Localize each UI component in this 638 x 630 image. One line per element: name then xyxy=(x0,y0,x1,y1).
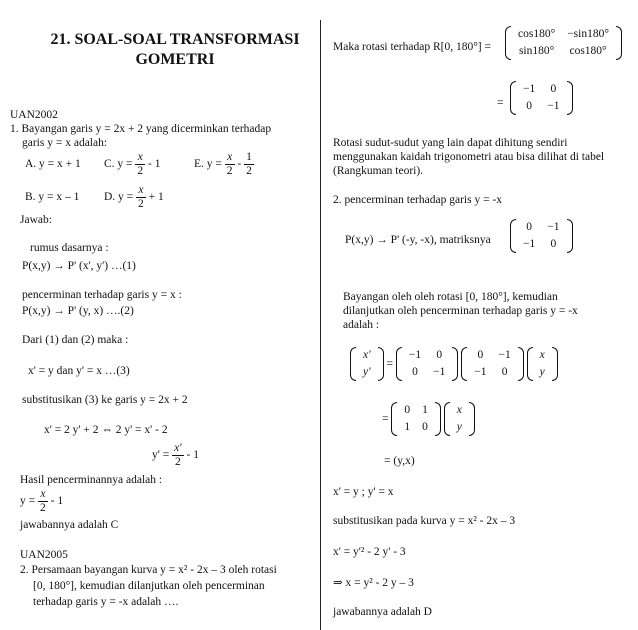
denominator: 2 xyxy=(246,164,252,177)
cell: sin180° xyxy=(518,45,555,57)
cell: 0 xyxy=(526,100,532,112)
rotation-value-bracket xyxy=(510,81,573,115)
question-2-line-1: 2. Persamaan bayangan kurva y = x² - 2x – 3 oleh rotasi xyxy=(20,564,277,576)
cell: 1 xyxy=(404,421,411,434)
question-1-line-1: 1. Bayangan garis y = 2x + 2 yang dicerminkan terhadap xyxy=(10,123,272,135)
vector-xy-2-table xyxy=(451,402,468,436)
answer-c: jawabannya adalah C xyxy=(20,519,119,531)
bayangan-line-3: adalah : xyxy=(343,319,380,331)
reflection-matrix-table xyxy=(517,219,566,253)
cell: 0 xyxy=(422,421,428,434)
denominator: 2 xyxy=(40,501,46,514)
option-e-fraction-2 xyxy=(244,151,254,178)
xy-relation: x' = y ; y' = x xyxy=(333,486,394,498)
dari-1-dan-2: Dari (1) dan (2) maka : xyxy=(22,334,129,346)
denominator: 2 xyxy=(226,164,233,177)
bayangan-line-1: Bayangan oleh oleh rotasi [0, 180°], kemudian xyxy=(343,291,558,303)
option-c-fraction xyxy=(135,151,145,178)
numerator: x xyxy=(135,151,145,165)
reflection-matrix-2-table xyxy=(468,347,517,381)
cell: 0 xyxy=(550,83,557,95)
cell: −1 xyxy=(408,349,422,362)
equation-1: P(x,y) → P' (x', y') …(1) xyxy=(22,260,136,272)
question-1-line-2: garis y = x adalah: xyxy=(22,137,108,149)
result-equation xyxy=(20,486,63,516)
equation-4: x' = 2 y' + 2 ⇔ 2 y' = x' - 2 xyxy=(44,424,168,436)
denominator: 2 xyxy=(138,197,144,210)
reflection-matrix-bracket xyxy=(510,219,573,253)
pencerminan-y-eq-x: pencerminan terhadap garis y = x : xyxy=(22,289,182,301)
equation-5-prefix: y' = xyxy=(152,449,170,461)
cell: 0 xyxy=(477,349,484,362)
paragraph-line-3: (Rangkuman teori). xyxy=(333,165,424,177)
answer-d: jawabannya adalah D xyxy=(333,606,432,618)
denominator: 2 xyxy=(174,455,181,468)
numerator: x' xyxy=(174,441,182,454)
option-d-fraction xyxy=(136,184,146,211)
equals-sign: = xyxy=(386,358,393,370)
equation-5 xyxy=(152,440,199,470)
option-d xyxy=(104,182,164,212)
equation-6: x' = y'² - 2 y' - 3 xyxy=(333,546,406,558)
vector-xy xyxy=(527,347,558,381)
question-2-line-3: terhadap garis y = -x adalah …. xyxy=(33,596,179,608)
rotation-matrix-2 xyxy=(396,347,459,381)
cell: cos180° xyxy=(569,45,607,57)
jawab-label: Jawab: xyxy=(20,214,52,226)
cell: 0 xyxy=(526,221,532,233)
substitusi-kurva: substitusikan pada kurva y = x² - 2x – 3 xyxy=(333,515,516,527)
cell: x xyxy=(456,404,462,417)
equals-sign: = xyxy=(497,97,504,109)
cell: 0 xyxy=(550,238,557,250)
rotation-matrix-table xyxy=(512,26,615,60)
swap-matrix xyxy=(391,402,441,436)
option-e xyxy=(194,149,254,179)
cell: 0 xyxy=(436,349,443,362)
result-yx: = (y,x) xyxy=(384,455,415,467)
question-2-line-2: [0, 180°], kemudian dilanjutkan oleh pencerminan xyxy=(33,580,265,592)
rotation-matrix-bracket xyxy=(505,26,622,60)
cell: y xyxy=(539,366,545,379)
cell: −1 xyxy=(433,366,446,379)
matrix-product xyxy=(350,345,558,383)
option-e-minus: - xyxy=(237,158,242,170)
source-label-uan2005: UAN2005 xyxy=(20,549,68,561)
cell: cos180° xyxy=(518,28,556,40)
numerator: x xyxy=(225,151,235,165)
equation-5-fraction xyxy=(172,442,184,469)
result-fraction xyxy=(38,488,48,515)
rotation-matrix xyxy=(505,26,622,60)
result-suffix: - 1 xyxy=(50,495,64,507)
cell: −1 xyxy=(547,221,560,233)
equation-5-suffix: - 1 xyxy=(186,449,199,461)
option-c-suffix: - 1 xyxy=(148,158,161,170)
rotation-matrix-2-table xyxy=(403,347,452,381)
option-e-fraction-1 xyxy=(225,151,235,178)
paragraph-line-2: menggunakan kaidah trigonometri atau bisa dilihat di tabel xyxy=(333,151,605,163)
pencerminan-y-eq-neg-x: 2. pencerminan terhadap garis y = -x xyxy=(333,194,503,206)
reflection-matrix xyxy=(510,219,573,253)
vector-xy-prime-table xyxy=(357,347,377,381)
cell: −1 xyxy=(474,366,487,379)
cell: −1 xyxy=(498,349,511,362)
equation-7: ⇒ x = y² - 2 y – 3 xyxy=(333,577,414,589)
rotation-value-matrix xyxy=(510,81,573,115)
cell: −1 xyxy=(523,83,536,95)
option-b: B. y = x – 1 xyxy=(25,191,80,203)
vector-xy-prime xyxy=(350,347,384,381)
equation-2: P(x,y) → P' (y, x) ….(2) xyxy=(22,305,134,317)
cell: y xyxy=(456,421,462,434)
mapping-text: P(x,y) → P' (-y, -x), matriksnya xyxy=(345,234,491,246)
cell: 0 xyxy=(404,404,411,417)
cell: x xyxy=(539,349,545,362)
result-prefix: y = xyxy=(20,495,36,507)
rumus-dasar: rumus dasarnya : xyxy=(30,242,109,254)
option-c-prefix: C. y = xyxy=(104,158,133,170)
cell: −1 xyxy=(547,100,560,112)
option-d-suffix: + 1 xyxy=(148,191,164,203)
cell: −1 xyxy=(523,238,536,250)
column-divider xyxy=(320,20,321,630)
matrix-result xyxy=(382,400,475,438)
rotation-value-table xyxy=(517,81,566,115)
substitusi-text: substitusikan (3) ke garis y = 2x + 2 xyxy=(22,394,188,406)
cell: 1 xyxy=(422,404,428,417)
rotation-label: Maka rotasi terhadap R[0, 180°] = xyxy=(333,41,491,53)
numerator: 1 xyxy=(246,150,252,163)
equals-sign: = xyxy=(382,413,389,425)
option-d-prefix: D. y = xyxy=(104,191,134,203)
option-e-prefix: E. y = xyxy=(194,158,222,170)
hasil-label: Hasil pencerminannya adalah : xyxy=(20,474,163,486)
bayangan-line-2: dilanjutkan oleh pencerminan terhadap garis y = -x xyxy=(343,305,578,317)
swap-matrix-table xyxy=(398,402,434,436)
reflection-matrix-2 xyxy=(461,347,524,381)
cell: y' xyxy=(363,366,371,379)
paragraph-line-1: Rotasi sudut-sudut yang lain dapat dihitung sendiri xyxy=(333,137,568,149)
cell: 0 xyxy=(501,366,508,379)
cell: −sin180° xyxy=(567,28,609,40)
numerator: x xyxy=(136,184,146,198)
cell: 0 xyxy=(412,366,418,379)
equation-3: x' = y dan y' = x …(3) xyxy=(28,365,130,377)
denominator: 2 xyxy=(137,164,144,177)
cell: x' xyxy=(363,349,371,362)
vector-xy-table xyxy=(534,347,551,381)
numerator: x xyxy=(38,488,48,502)
option-a: A. y = x + 1 xyxy=(25,158,81,170)
page-title: 21. SOAL-SOAL TRANSFORMASI GOMETRI xyxy=(50,31,300,68)
vector-xy-2 xyxy=(444,402,475,436)
source-label-uan2002: UAN2002 xyxy=(10,109,58,121)
option-c xyxy=(104,149,161,179)
